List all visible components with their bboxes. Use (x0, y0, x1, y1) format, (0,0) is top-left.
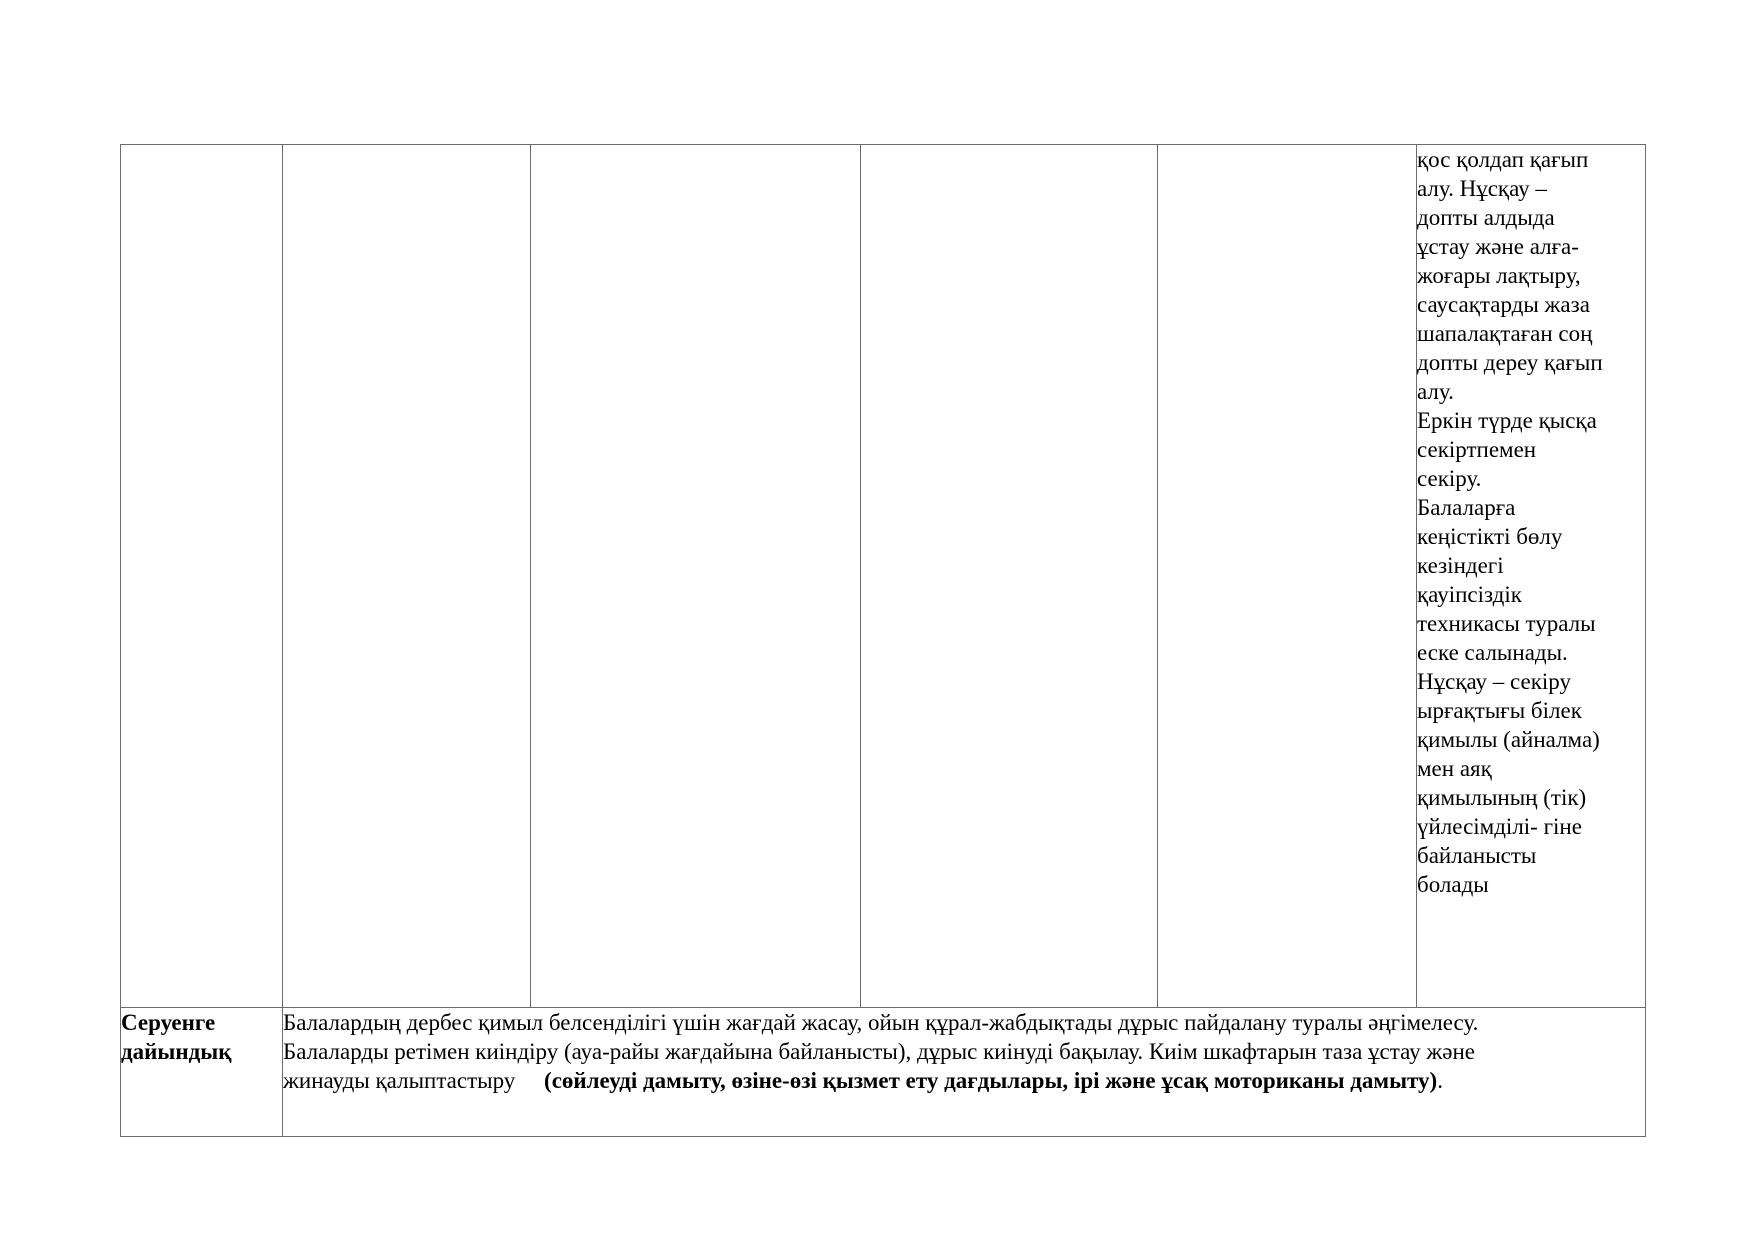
notes-line: ұстау және алға- (1417, 234, 1579, 259)
body-text-line (283, 1066, 1645, 1095)
notes-line: шапалақтаған соң (1417, 321, 1593, 346)
row-label-line: Серуенге (121, 1010, 216, 1035)
table-row (121, 1008, 1646, 1137)
table-cell (531, 145, 861, 1008)
notes-line: секіру. (1417, 466, 1482, 491)
notes-line: ырғақтығы білек (1417, 698, 1582, 723)
notes-line: секіртпемен (1417, 437, 1537, 462)
table-cell (861, 145, 1158, 1008)
table-cell (121, 145, 283, 1008)
notes-line: кезіндегі (1417, 553, 1504, 578)
table-cell (283, 145, 531, 1008)
notes-line: мен аяқ (1417, 756, 1492, 781)
notes-line: Нұсқау – секіру (1417, 669, 1571, 694)
body-text-line: Балалардың дербес қимыл белсенділігі үшін жағдай жасау, ойын құрал-жабдықтады дұрыс пайдалану туралы әңгімелесу. (283, 1010, 1479, 1035)
notes-line: алу. (1417, 379, 1454, 404)
table-row (121, 145, 1646, 1008)
exercise-notes-cell (1417, 145, 1646, 1008)
notes-line: алу. Нұсқау – (1417, 176, 1547, 201)
body-text-line: Балаларды ретімен киіндіру (ауа-райы жағдайына байланысты), дұрыс киінуді бақылау. Киім шкафтарын таза ұстау және (283, 1039, 1476, 1064)
notes-line: Балаларға (1417, 495, 1516, 520)
notes-line: болады (1417, 872, 1489, 897)
body-text-bold: (сөйлеуді дамыту, өзіне-өзі қызмет ету дағдылары, ірі және ұсақ моториканы дамыту) (544, 1068, 1438, 1093)
notes-line: техникасы туралы (1417, 611, 1596, 636)
notes-line: Еркін түрде қысқа (1417, 408, 1597, 433)
notes-line: қауіпсіздік (1417, 582, 1522, 607)
notes-line: допты алдыда (1417, 205, 1555, 230)
table-cell (1158, 145, 1417, 1008)
row-label-line: дайындық (121, 1039, 232, 1064)
notes-line: қимылы (айналма) (1417, 727, 1600, 752)
schedule-table (120, 144, 1646, 1137)
notes-line: қос қолдап қағып (1417, 147, 1589, 172)
notes-line: еске салынады. (1417, 640, 1568, 665)
notes-line: қимылының (тік) (1417, 785, 1587, 810)
body-text-plain: жинауды қалыптастыру (283, 1068, 545, 1093)
notes-line: допты дереу қағып (1417, 350, 1603, 375)
row-label-cell (121, 1008, 283, 1137)
notes-line: саусақтарды жаза (1417, 292, 1590, 317)
notes-line: кеңістікті бөлу (1417, 524, 1563, 549)
notes-line: байланысты (1417, 843, 1537, 868)
body-text-end: . (1437, 1068, 1443, 1093)
notes-line: үйлесімділі- гіне (1417, 814, 1582, 839)
walk-preparation-cell (283, 1008, 1646, 1137)
notes-line: жоғары лақтыру, (1417, 263, 1581, 288)
